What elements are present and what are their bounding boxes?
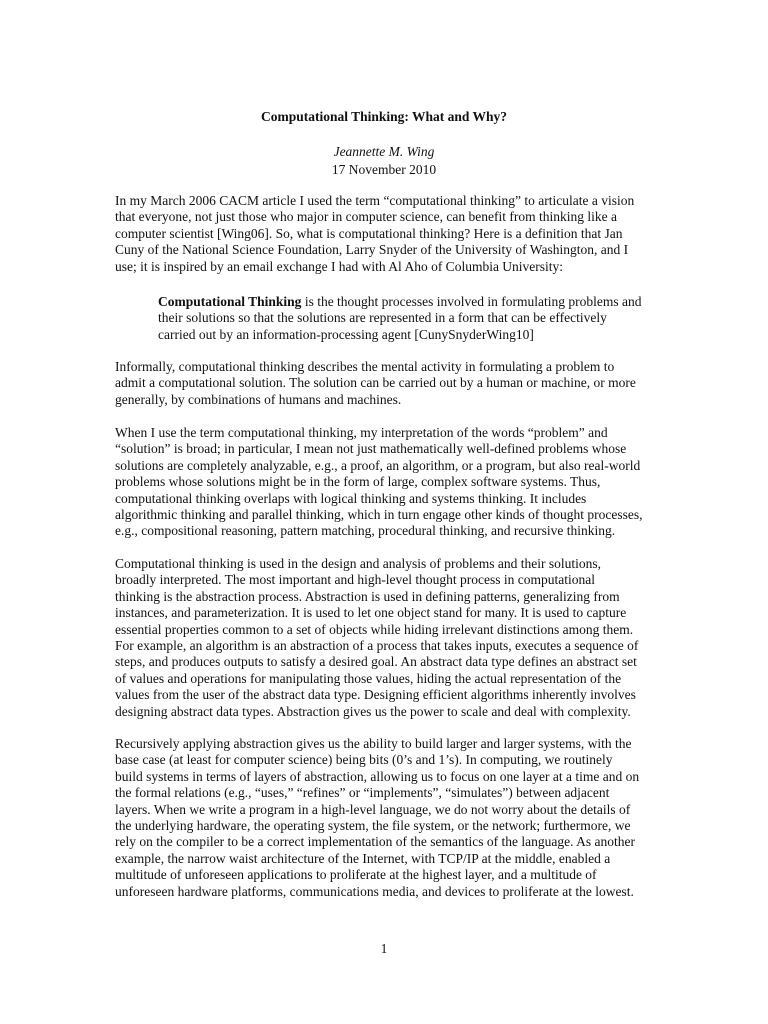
text-line: Informally, computational thinking describes the mental activity in formulating a problem to	[115, 359, 615, 374]
text-line: essential properties common to a set of objects while hiding irrelevant distinctions among them.	[115, 621, 634, 637]
paragraph-intro	[115, 193, 667, 275]
definition-term: Computational Thinking	[158, 294, 302, 309]
text-line: Cuny of the National Science Foundation, Larry Snyder of the University of Washington, and I	[115, 242, 629, 258]
text-line: thinking is the abstraction process. Abstraction is used in defining patterns, generalizing from	[115, 588, 620, 604]
text-line: rely on the compiler to be a correct implementation of the semantics of the language. As another	[115, 834, 635, 850]
text-line: For example, an algorithm is an abstraction of a process that takes inputs, executes a sequence of	[115, 638, 639, 654]
text-line: e.g., compositional reasoning, pattern matching, procedural thinking, and recursive thinking.	[115, 523, 616, 539]
text-line: Computational thinking is used in the design and analysis of problems and their solutions,	[115, 556, 601, 571]
paragraph-recursion	[115, 736, 667, 900]
text-line: use; it is inspired by an email exchange I had with Al Aho of Columbia University:	[115, 258, 564, 274]
text-line: generally, by combinations of humans and machines.	[115, 391, 402, 407]
text-line: multitude of unforeseen applications to proliferate at the highest layer, and a multitude of	[115, 867, 597, 883]
text-line	[158, 294, 658, 310]
text-line: their solutions so that the solutions are represented in a form that can be effectively	[158, 310, 607, 326]
text-line: solutions are completely analyzable, e.g., a proof, an algorithm, or a program, but also real-world	[115, 457, 641, 473]
text-line: problems whose solutions might be in the form of large, complex software systems. Thus,	[115, 474, 601, 490]
text-line: broadly interpreted. The most important and high-level thought process in computational	[115, 572, 596, 588]
text-line: values from the user of the abstract data type. Designing efficient algorithms inherently involves	[115, 687, 636, 703]
text-line: computational thinking overlaps with logical thinking and systems thinking. It includes	[115, 490, 587, 506]
text-line: algorithmic thinking and parallel thinking, which in turn engage other kinds of thought processes,	[115, 507, 643, 523]
paragraph-abstraction	[115, 556, 667, 720]
text-line: the formal relations (e.g., “uses,” “refines” or “implements”, “simulates”) between adjacent	[115, 785, 610, 801]
text-line: of values and operations for manipulating those values, hiding the actual representation of the	[115, 670, 622, 686]
document-date: 17 November 2010	[331, 162, 437, 177]
text-line: When I use the term computational thinking, my interpretation of the words “problem” and	[115, 425, 608, 440]
definition-quote	[158, 294, 658, 343]
document-title: Computational Thinking: What and Why?	[260, 109, 508, 124]
text-line: unforeseen hardware platforms, communications media, and devices to proliferate at the lowest.	[115, 883, 634, 899]
text-line: the underlying hardware, the operating system, the file system, or the network; furthermore, we	[115, 818, 631, 834]
text-line: layers. When we write a program in a high-level language, we do not worry about the details of	[115, 801, 631, 817]
page-number: 1	[380, 941, 388, 956]
definition-text: is the thought processes involved in formulating problems and	[301, 294, 642, 309]
paragraph-interpretation	[115, 425, 667, 540]
text-line: “solution” is broad; in particular, I mean not just mathematically well-defined problems whose	[115, 441, 627, 457]
text-line: admit a computational solution. The solution can be carried out by a human or machine, or more	[115, 375, 636, 391]
text-line: base case (at least for computer science) being bits (0’s and 1’s). In computing, we routinely	[115, 752, 613, 768]
paragraph-informal	[115, 359, 667, 408]
text-line: build systems in terms of layers of abstraction, allowing us to focus on one layer at a time and on	[115, 768, 640, 784]
text-line: example, the narrow waist architecture of the Internet, with TCP/IP at the middle, enabled a	[115, 850, 611, 866]
text-line: designing abstract data types. Abstraction gives us the power to scale and deal with complexity.	[115, 703, 631, 719]
document-author: Jeannette M. Wing	[333, 144, 435, 159]
text-line: steps, and produces outputs to satisfy a desired goal. An abstract data type defines an abstract set	[115, 654, 637, 670]
text-line: carried out by an information-processing agent [CunySnyderWing10]	[158, 326, 534, 342]
text-line: In my March 2006 CACM article I used the term “computational thinking” to articulate a vision	[115, 193, 635, 208]
text-line: instances, and parameterization. It is used to let one object stand for many. It is used to capture	[115, 605, 627, 621]
text-line: Recursively applying abstraction gives us the ability to build larger and larger systems, with the	[115, 736, 632, 751]
text-line: computer scientist [Wing06]. So, what is computational thinking? Here is a definition that Jan	[115, 225, 623, 241]
text-line: that everyone, not just those who major in computer science, can benefit from thinking like a	[115, 209, 617, 225]
